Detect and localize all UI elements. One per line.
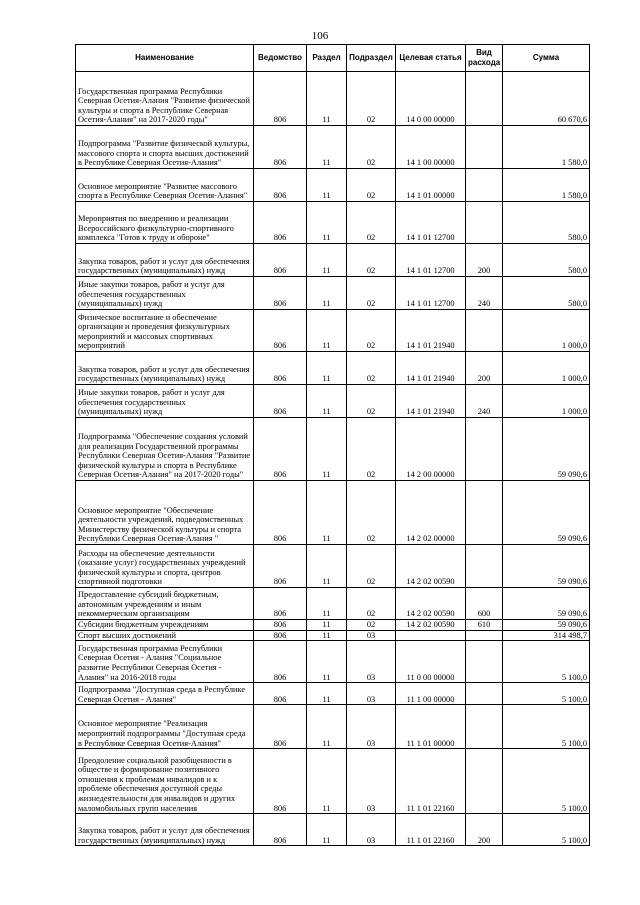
row-subsection-cell: 02: [347, 169, 396, 202]
row-target-cell: 14 2 02 00590: [396, 588, 466, 620]
row-sum-cell: 1 000,0: [503, 310, 590, 352]
row-sum-cell: 1 000,0: [503, 385, 590, 418]
row-name-cell: Мероприятия по внедрению и реализации Всероссийского физкультурно-спортивного комплекса "Готов к труду и обороне": [76, 202, 254, 244]
row-target-cell: 14 2 02 00590: [396, 620, 466, 631]
row-section-cell: 11: [307, 418, 347, 481]
row-section-cell: 11: [307, 72, 347, 126]
header-exp-type: Вид расхода: [466, 45, 503, 72]
row-exp-type-cell: [466, 749, 503, 814]
row-exp-type-cell: [466, 705, 503, 749]
row-sum-cell: 59 090,6: [503, 545, 590, 588]
row-subsection-cell: 03: [347, 749, 396, 814]
row-exp-type-cell: 240: [466, 277, 503, 310]
row-target-cell: 11 0 00 00000: [396, 641, 466, 683]
row-target-cell: 14 1 01 12700: [396, 244, 466, 277]
row-name-cell: Подпрограмма "Доступная среда в Республике Северная Осетия - Алания": [76, 683, 254, 705]
row-target-cell: 14 0 00 00000: [396, 72, 466, 126]
row-dept-cell: 806: [254, 705, 307, 749]
row-sum-cell: 59 090,6: [503, 418, 590, 481]
row-exp-type-cell: 240: [466, 385, 503, 418]
row-exp-type-cell: [466, 418, 503, 481]
row-exp-type-cell: [466, 126, 503, 169]
row-sum-cell: 5 100,0: [503, 814, 590, 846]
table-row: [76, 683, 590, 705]
row-sum-cell: 60 670,6: [503, 72, 590, 126]
row-exp-type-cell: 200: [466, 814, 503, 846]
row-dept-cell: 806: [254, 630, 307, 641]
row-target-cell: 14 1 01 21940: [396, 310, 466, 352]
row-sum-cell: 59 090,6: [503, 620, 590, 631]
row-target-cell: 14 1 01 12700: [396, 277, 466, 310]
row-subsection-cell: 02: [347, 72, 396, 126]
row-name-cell: Преодоление социальной разобщенности в обществе и формирование позитивного отношения к проблемам инвалидов и к проблеме обеспечения доступной среды жизнедеятельности для инвалидов и других маломобильных групп населения: [76, 749, 254, 814]
table-row: [76, 749, 590, 814]
row-subsection-cell: 02: [347, 352, 396, 385]
row-section-cell: 11: [307, 588, 347, 620]
row-subsection-cell: 02: [347, 385, 396, 418]
row-sum-cell: 580,0: [503, 202, 590, 244]
row-target-cell: 14 1 00 00000: [396, 126, 466, 169]
row-section-cell: 11: [307, 126, 347, 169]
row-name-cell: Подпрограмма "Обеспечение создания условий для реализации Государственной программы Республики Северная Осетия-Алания "Развитие физической культуры и спорта в Республике Северная Осетия-Алания" на 2017-2020 годы": [76, 418, 254, 481]
row-section-cell: 11: [307, 641, 347, 683]
row-section-cell: 11: [307, 705, 347, 749]
row-subsection-cell: 03: [347, 641, 396, 683]
row-name-cell: Государственная программа Республики Северная Осетия - Алания "Социальное развитие Республики Северная Осетия - Алания" на 2016-2018 годы: [76, 641, 254, 683]
row-section-cell: 11: [307, 385, 347, 418]
row-name-cell: Основное мероприятие "Обеспечение деятельности учреждений, подведомственных Министерству физической культуры и спорта Республики Северная Осетия-Алания ": [76, 481, 254, 545]
row-section-cell: 11: [307, 244, 347, 277]
row-exp-type-cell: [466, 683, 503, 705]
row-subsection-cell: 03: [347, 705, 396, 749]
header-section: Раздел: [307, 45, 347, 72]
row-section-cell: 11: [307, 277, 347, 310]
row-dept-cell: 806: [254, 277, 307, 310]
row-section-cell: 11: [307, 310, 347, 352]
row-name-cell: Подпрограмма "Развитие физической культуры, массового спорта и спорта высших достижений в Республике Северная Осетия-Алания": [76, 126, 254, 169]
row-target-cell: 14 1 01 00000: [396, 169, 466, 202]
row-name-cell: Основное мероприятие "Развитие массового спорта в Республике Северная Осетия-Алания": [76, 169, 254, 202]
table-row: [76, 588, 590, 620]
row-section-cell: 11: [307, 481, 347, 545]
row-subsection-cell: 02: [347, 620, 396, 631]
row-target-cell: 11 1 01 22160: [396, 814, 466, 846]
row-target-cell: 11 1 01 00000: [396, 705, 466, 749]
row-name-cell: Физическое воспитание и обеспечение организации и проведения физкультурных мероприятий и массовых спортивных мероприятий: [76, 310, 254, 352]
row-sum-cell: 314 498,7: [503, 630, 590, 641]
row-dept-cell: 806: [254, 481, 307, 545]
row-target-cell: 11 1 00 00000: [396, 683, 466, 705]
row-target-cell: 14 2 02 00000: [396, 481, 466, 545]
row-dept-cell: 806: [254, 72, 307, 126]
row-name-cell: Иные закупки товаров, работ и услуг для обеспечения государственных (муниципальных) нужд: [76, 385, 254, 418]
row-name-cell: Иные закупки товаров, работ и услуг для обеспечения государственных (муниципальных) нужд: [76, 277, 254, 310]
row-section-cell: 11: [307, 630, 347, 641]
row-target-cell: [396, 630, 466, 641]
row-name-cell: Субсидии бюджетным учреждениям: [76, 620, 254, 631]
header-dept: Ведомство: [254, 45, 307, 72]
header-sum: Сумма: [503, 45, 590, 72]
row-name-cell: Основное мероприятие "Реализация мероприятий подпрограммы "Доступная среда в Республике Северная Осетия-Алания": [76, 705, 254, 749]
table-row: [76, 352, 590, 385]
table-row: [76, 202, 590, 244]
table-header-row: [76, 45, 590, 72]
row-dept-cell: 806: [254, 169, 307, 202]
row-exp-type-cell: 610: [466, 620, 503, 631]
page-number: 106: [311, 30, 329, 42]
row-sum-cell: 580,0: [503, 244, 590, 277]
row-subsection-cell: 03: [347, 683, 396, 705]
row-target-cell: 14 2 02 00590: [396, 545, 466, 588]
budget-table: [75, 44, 590, 846]
table-row: [76, 277, 590, 310]
row-sum-cell: 5 100,0: [503, 705, 590, 749]
row-dept-cell: 806: [254, 683, 307, 705]
row-name-cell: Предоставление субсидий бюджетным, автономным учреждениям и иным некоммерческим организациям: [76, 588, 254, 620]
row-subsection-cell: 02: [347, 588, 396, 620]
row-dept-cell: 806: [254, 202, 307, 244]
row-dept-cell: 806: [254, 244, 307, 277]
table-row: [76, 418, 590, 481]
row-exp-type-cell: [466, 545, 503, 588]
row-section-cell: 11: [307, 749, 347, 814]
row-exp-type-cell: [466, 310, 503, 352]
row-sum-cell: 1 580,0: [503, 169, 590, 202]
row-sum-cell: 580,0: [503, 277, 590, 310]
header-name: Наименование: [76, 45, 254, 72]
row-section-cell: 11: [307, 620, 347, 631]
table-row: [76, 244, 590, 277]
row-exp-type-cell: [466, 630, 503, 641]
row-exp-type-cell: 200: [466, 244, 503, 277]
row-name-cell: Расходы на обеспечение деятельности (оказание услуг) государственных учреждений физической культуры и спорта, центров спортивной подготовки: [76, 545, 254, 588]
row-target-cell: 14 1 01 12700: [396, 202, 466, 244]
row-subsection-cell: 02: [347, 418, 396, 481]
row-target-cell: 14 2 00 00000: [396, 418, 466, 481]
row-target-cell: 11 1 01 22160: [396, 749, 466, 814]
row-section-cell: 11: [307, 683, 347, 705]
row-sum-cell: 5 100,0: [503, 683, 590, 705]
row-dept-cell: 806: [254, 352, 307, 385]
row-exp-type-cell: 200: [466, 352, 503, 385]
header-subsection: Подраздел: [347, 45, 396, 72]
table-row: [76, 641, 590, 683]
table-row: [76, 310, 590, 352]
row-section-cell: 11: [307, 545, 347, 588]
row-subsection-cell: 02: [347, 545, 396, 588]
row-dept-cell: 806: [254, 620, 307, 631]
row-subsection-cell: 03: [347, 630, 396, 641]
row-section-cell: 11: [307, 169, 347, 202]
row-name-cell: Закупка товаров, работ и услуг для обеспечения государственных (муниципальных) нужд: [76, 352, 254, 385]
row-dept-cell: 806: [254, 814, 307, 846]
table-row: [76, 814, 590, 846]
row-sum-cell: 59 090,6: [503, 481, 590, 545]
row-section-cell: 11: [307, 202, 347, 244]
row-dept-cell: 806: [254, 545, 307, 588]
row-name-cell: Закупка товаров, работ и услуг для обеспечения государственных (муниципальных) нужд: [76, 244, 254, 277]
table-row: [76, 72, 590, 126]
row-dept-cell: 806: [254, 641, 307, 683]
row-subsection-cell: 02: [347, 202, 396, 244]
row-sum-cell: 1 580,0: [503, 126, 590, 169]
table-row: [76, 545, 590, 588]
row-sum-cell: 59 090,6: [503, 588, 590, 620]
table-row: [76, 630, 590, 641]
header-target: Целевая статья: [396, 45, 466, 72]
row-section-cell: 11: [307, 352, 347, 385]
row-dept-cell: 806: [254, 418, 307, 481]
row-subsection-cell: 02: [347, 126, 396, 169]
row-subsection-cell: 03: [347, 814, 396, 846]
row-section-cell: 11: [307, 814, 347, 846]
row-dept-cell: 806: [254, 310, 307, 352]
row-exp-type-cell: [466, 481, 503, 545]
row-sum-cell: 5 100,0: [503, 749, 590, 814]
row-exp-type-cell: [466, 72, 503, 126]
row-sum-cell: 1 000,0: [503, 352, 590, 385]
table-row: [76, 169, 590, 202]
row-name-cell: Закупка товаров, работ и услуг для обеспечения государственных (муниципальных) нужд: [76, 814, 254, 846]
table-row: [76, 126, 590, 169]
row-target-cell: 14 1 01 21940: [396, 352, 466, 385]
row-exp-type-cell: [466, 202, 503, 244]
row-name-cell: Государственная программа Республики Северная Осетия-Алания "Развитие физической культуры и спорта в Республике Северная Осетия-Алания" на 2017-2020 годы": [76, 72, 254, 126]
row-subsection-cell: 02: [347, 244, 396, 277]
row-dept-cell: 806: [254, 588, 307, 620]
table-row: [76, 620, 590, 631]
row-dept-cell: 806: [254, 385, 307, 418]
row-name-cell: Спорт высших достижений: [76, 630, 254, 641]
row-sum-cell: 5 100,0: [503, 641, 590, 683]
row-target-cell: 14 1 01 21940: [396, 385, 466, 418]
row-dept-cell: 806: [254, 749, 307, 814]
row-dept-cell: 806: [254, 126, 307, 169]
row-exp-type-cell: [466, 169, 503, 202]
row-exp-type-cell: 600: [466, 588, 503, 620]
row-exp-type-cell: [466, 641, 503, 683]
table-row: [76, 481, 590, 545]
row-subsection-cell: 02: [347, 481, 396, 545]
row-subsection-cell: 02: [347, 310, 396, 352]
row-subsection-cell: 02: [347, 277, 396, 310]
table-row: [76, 385, 590, 418]
table-row: [76, 705, 590, 749]
